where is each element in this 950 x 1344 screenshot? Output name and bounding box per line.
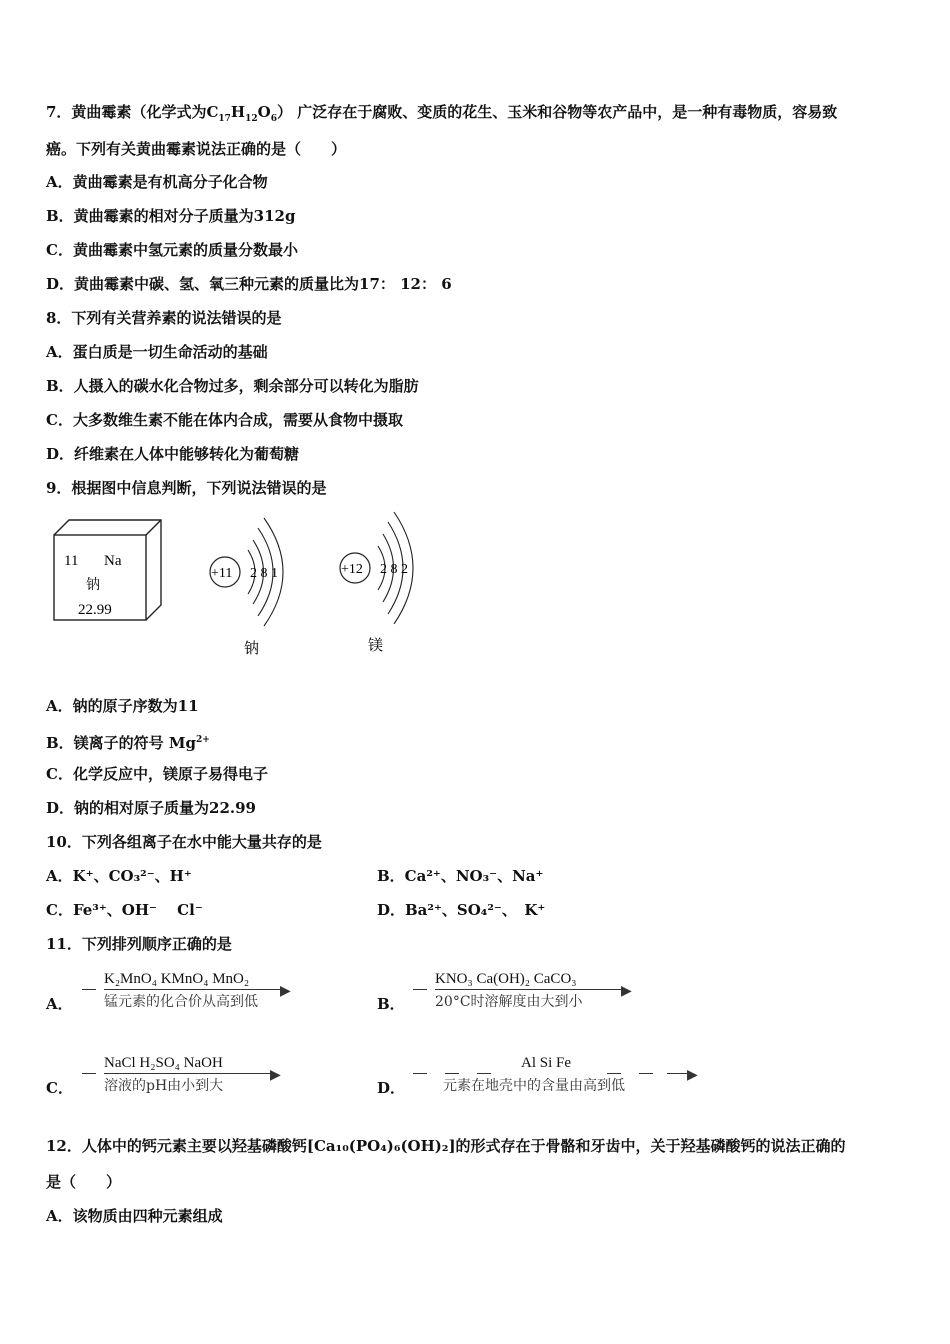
q11-stem: 11．下列排列顺序正确的是 xyxy=(46,935,232,953)
cell-symbol: Na xyxy=(104,553,122,569)
q11-option-a-label: A． xyxy=(46,995,73,1013)
q10-stem: 10．下列各组离子在水中能大量共存的是 xyxy=(46,833,322,851)
q11-option-c-label: C． xyxy=(46,1079,73,1097)
q11-d-bottom: 元素在地壳中的含量由高到低 xyxy=(443,1078,625,1094)
q11-option-b-arrow: KNO₃ Ca(OH)₂ CaCO₃ ▶ 20°C时溶解度由大到小 xyxy=(413,979,633,1019)
q10-option-d: D．Ba²⁺、SO₄²⁻、 K⁺ xyxy=(377,901,546,919)
q9-option-b-sup: 2+ xyxy=(196,735,210,745)
q7-stem-line1 xyxy=(46,102,837,129)
cell-number: 11 xyxy=(64,553,79,569)
q11-a-top: K₂MnO₄ KMnO₄ MnO₂ xyxy=(104,971,250,987)
cell-name: 钠 xyxy=(86,577,100,593)
q8-stem: 8．下列有关营养素的说法错误的是 xyxy=(46,309,282,327)
atom-figure-svg xyxy=(50,510,450,670)
q11-option-b-label: B． xyxy=(377,995,405,1013)
q9-stem: 9．根据图中信息判断，下列说法错误的是 xyxy=(46,479,327,497)
q12-stem-line2: 是（ ） xyxy=(46,1173,122,1191)
q7-stem-line2: 癌。下列有关黄曲霉素说法正确的是（ ） xyxy=(46,140,347,158)
q7-sub-h: 12 xyxy=(245,114,258,124)
q8-option-d: D．纤维素在人体中能够转化为葡萄糖 xyxy=(46,445,300,463)
q11-option-d-label: D． xyxy=(377,1079,406,1097)
q11-a-bottom: 锰元素的化合价从高到低 xyxy=(104,994,258,1010)
q9-option-c: C．化学反应中，镁原子易得电子 xyxy=(46,765,268,783)
q7-stem-part-a: 7．黄曲霉素（化学式为C xyxy=(46,103,219,121)
na-shell-electrons: 2 8 1 xyxy=(250,566,278,581)
q7-option-a: A．黄曲霉素是有机高分子化合物 xyxy=(46,173,268,191)
q7-option-c: C．黄曲霉素中氢元素的质量分数最小 xyxy=(46,241,298,259)
q9-option-d: D．钠的相对原子质量为22.99 xyxy=(46,799,256,817)
q9-figure xyxy=(50,510,450,670)
q11-option-a-arrow: K₂MnO₄ KMnO₄ MnO₂ ▶ 锰元素的化合价从高到低 xyxy=(82,979,292,1019)
cell-mass: 22.99 xyxy=(78,602,112,618)
q9-option-b xyxy=(46,730,210,753)
q11-option-c-arrow: NaCl H₂SO₄ NaOH ▶ 溶液的pH由小到大 xyxy=(82,1063,282,1103)
q7-h: H xyxy=(230,103,246,121)
q7-sub-o: 6 xyxy=(270,114,277,124)
q10-option-a: A．K⁺、CO₃²⁻、H⁺ xyxy=(46,867,192,885)
q7-option-d: D．黄曲霉素中碳、氢、氧三种元素的质量比为17： 12： 6 xyxy=(46,275,452,293)
q12-stem-line1: 12．人体中的钙元素主要以羟基磷酸钙[Ca₁₀(PO₄)₆(OH)₂]的形式存在于骨骼和牙齿中，关于羟基磷酸钙的说法正确的 xyxy=(46,1137,846,1155)
q11-c-bottom: 溶液的pH由小到大 xyxy=(104,1078,224,1094)
q7-o: O xyxy=(257,103,271,121)
na-label: 钠 xyxy=(244,639,260,657)
q8-option-b: B．人摄入的碳水化合物过多，剩余部分可以转化为脂肪 xyxy=(46,377,419,395)
q11-d-top: Al Si Fe xyxy=(521,1055,572,1071)
q7-sub-c: 17 xyxy=(218,114,231,124)
q8-option-a: A．蛋白质是一切生命活动的基础 xyxy=(46,343,268,361)
q11-c-top: NaCl H₂SO₄ NaOH xyxy=(104,1055,223,1071)
na-nucleus-label: +11 xyxy=(211,566,233,581)
q8-option-c: C．大多数维生素不能在体内合成，需要从食物中摄取 xyxy=(46,411,403,429)
mg-nucleus-label: +12 xyxy=(341,562,363,577)
q10-option-b: B．Ca²⁺、NO₃⁻、Na⁺ xyxy=(377,867,544,885)
mg-label: 镁 xyxy=(368,636,384,654)
q11-b-top: KNO₃ Ca(OH)₂ CaCO₃ xyxy=(435,971,577,987)
q11-b-bottom: 20°C时溶解度由大到小 xyxy=(435,994,583,1010)
q11-option-d-arrow: Al Si Fe ▶ 元素在地壳中的含量由高到低 xyxy=(413,1063,703,1103)
q12-option-a: A．该物质由四种元素组成 xyxy=(46,1207,223,1225)
q9-option-a: A．钠的原子序数为11 xyxy=(46,697,199,715)
q9-option-b-text: B．镁离子的符号 Mg xyxy=(46,734,196,752)
mg-shell-electrons: 2 8 2 xyxy=(380,562,408,577)
q7-stem-part-b: ） 广泛存在于腐败、变质的花生、玉米和谷物等农产品中，是一种有毒物质，容易致 xyxy=(276,103,838,121)
q10-option-c: C．Fe³⁺、OH⁻ Cl⁻ xyxy=(46,901,203,919)
q7-option-b: B．黄曲霉素的相对分子质量为312g xyxy=(46,207,296,225)
